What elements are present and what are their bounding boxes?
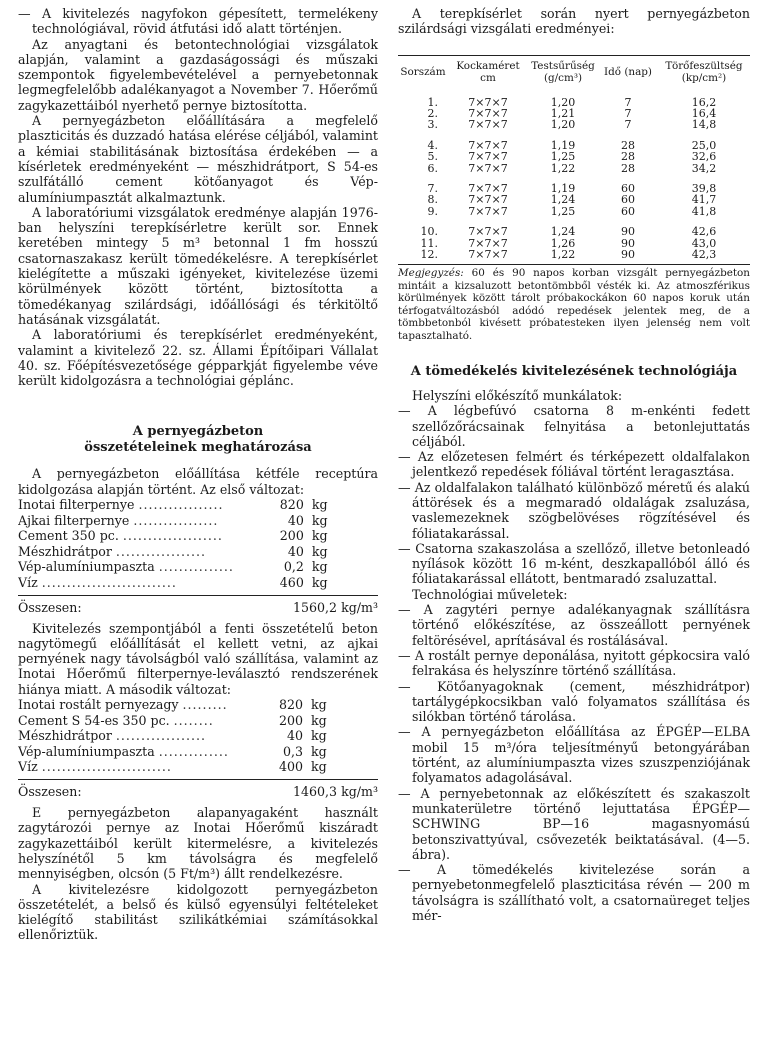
recipe-row: Mészhidrátpor .................. 40 kg [18,544,378,560]
ingredient-amount: 460 [279,574,304,590]
recipe-row: Vép-alumíniumpaszta ............... 0,2 kg [18,559,378,575]
cell-number: 10. [420,225,438,239]
ingredient-name: Inotai rostált pernyezagy [18,697,179,713]
table-row [398,119,750,130]
ingredient-name: Inotai filterpernye [18,497,135,513]
paragraph: Kivitelezés szempontjából a fenti összetételű beton nagytömegű előállítását el kellett vetni, az ajkai pernyének nagy távolságból való szállítása, valamint az Inotai Hőerőmű filterpernye-leválasztó rendszerének hiánya miatt. A második változat: [18,620,378,697]
cell-strength: 42,3 [691,248,717,262]
paragraph: Az anyagtani és betontechnológiai vizsgálatok alapján, valamint a gazdaságossági és műszaki szempontok figyelembevételével a pernyebetonnak legmegfelelőbb adalékanyagot a November 7. Hőerőmű zagykazettáiból nyerhető pernye biztosította. [18,36,378,113]
cell-density: 1,19 [550,182,576,196]
ingredient-unit: kg [311,528,328,544]
recipe-row: Cement 350 pc. .................... 200 kg [18,528,378,544]
note-label: Megjegyzés: [398,267,464,280]
total-label: Összesen: [18,784,82,800]
column-header: Testsűrűség (g/cm³) [531,59,595,84]
ingredient-name: Mészhidrátpor [18,543,112,559]
cell-size: 7×7×7 [468,118,508,132]
left-column [18,6,378,943]
recipe-row: Víz ........................... 460 kg [18,575,378,591]
total-label: Összesen: [18,599,82,615]
cell-days: 60 [621,182,635,196]
cell-strength: 41,8 [691,204,717,218]
ingredient-amount: 820 [279,497,304,513]
column-header: Sorszám [400,65,446,78]
cell-strength: 16,4 [691,107,717,120]
cell-size: 7×7×7 [468,150,508,164]
divider [18,779,378,780]
paragraph: A laboratóriumi és terepkísérlet eredményeként, valamint a kivitelező 22. sz. Állami Építőipari Vállalat 40. sz. Főépítésvezetősége gépparkját figyelembe véve került kidolgozásra a technológiai géplánc. [18,327,378,389]
results-body [398,88,750,265]
section-heading: A tömedékelés kivitelezésének technológiája [410,363,738,379]
cell-density: 1,22 [550,161,576,175]
ingredient-name: Vép-alumíniumpaszta [18,743,155,759]
subheading: Helyszíni előkészítő munkálatok: [412,387,623,403]
cell-number: 6. [427,161,438,175]
list-item: — A rostált pernye deponálása, nyitott gépkocsira való felrakása és helyszínre történő szállítása. [398,647,750,679]
cell-strength: 41,7 [691,193,717,207]
paragraph: A terepkísérlet során nyert pernyegázbeton szilárdsági vizsgálati eredményei: [398,6,750,37]
note-text: 60 és 90 napos korban vizsgált pernyegázbeton mintáit a kizsaluzott betontömbből vésték ki. Az atmoszférikus körülmények között tárolt próbakockákon 60 napos koruk után térfogatváltozásból adódó repedések jelentek meg, de a tömbbetonból kivésett próbatesteken ilyen jelenség nem volt tapasztalható. [398,267,750,342]
right-column [398,6,750,923]
cell-density: 1,19 [550,138,576,152]
cell-strength: 43,0 [691,236,717,250]
ingredient-name: Ajkai filterpernye [18,512,130,528]
cell-days: 60 [621,193,635,207]
ingredient-name: Víz [18,759,38,775]
cell-size: 7×7×7 [468,182,508,196]
ingredient-unit: kg [311,543,328,559]
cell-days: 7 [624,95,632,109]
list-item: — A zagytéri pernye adalékanyagnak szállításra történő előkészítése, az összeállott pernyének feltörésével, aprításával és rostálásával. [398,602,750,648]
cell-density: 1,24 [550,193,576,207]
ingredient-amount: 40 [287,543,304,559]
cell-density: 1,22 [550,248,576,262]
cell-number: 4. [427,138,438,152]
ingredient-unit: kg [311,497,328,513]
ingredient-name: Vép-alumíniumpaszta [18,559,155,575]
ingredient-unit: kg [311,728,327,744]
prep-list [398,403,750,587]
cell-density: 1,20 [550,118,576,132]
cell-size: 7×7×7 [468,95,508,109]
ingredient-name: Cement 350 pc. [18,528,119,544]
ingredient-unit: kg [311,712,327,728]
cell-density: 1,26 [550,236,576,250]
recipe-row: Víz .......................... 400 kg [18,759,378,775]
paragraph: E pernyegázbeton alapanyagaként használt zagytározói pernye az Inotai Hőerőmű kiszáradt zagykazettáiból került kitermelésre, a kivitelezés helyszínétől 5 km távolságra és megfelelő mennyiségben, olcsón (5 Ft/m³) állt rendelkezésre. [18,805,378,882]
ingredient-unit: kg [311,512,328,528]
cell-density: 1,21 [550,107,576,120]
cell-days: 28 [621,150,635,164]
cell-size: 7×7×7 [468,107,508,120]
operations-list [398,602,750,923]
cell-strength: 34,2 [691,161,717,175]
divider [18,595,378,596]
recipe-table-2 [18,697,378,775]
cell-density: 1,24 [550,225,576,239]
column-header: Idő (nap) [604,65,652,78]
list-item: — A pernyegázbeton előállítása az ÉPGÉP—ELBA mobil 15 m³/óra teljesítményű betongyárában történt, az alumíniumpaszta vizes szuszpenziójának folyamatos adagolásával. [398,724,750,786]
recipe-row: Mészhidrátpor .................. 40 kg [18,728,378,744]
cell-strength: 32,6 [691,150,717,164]
cell-number: 2. [427,107,438,120]
cell-number: 7. [427,182,438,196]
table-header-row [398,56,750,88]
paragraph: A pernyegázbeton előállítása kétféle receptúra kidolgozása alapján történt. Az első változat: [18,466,378,497]
cell-size: 7×7×7 [468,248,508,262]
list-item: — Az előzetesen felmért és térképezett oldalfalakon jelentkező repedések fóliával történt leragasztása. [398,449,750,480]
cell-number: 1. [427,95,438,109]
recipe-row: Inotai rostált pernyezagy ......... 820 kg [18,697,378,713]
cell-strength: 14,8 [691,118,717,132]
total-value: 1560,2 kg/m³ [293,599,378,615]
cell-strength: 25,0 [691,138,717,152]
ingredient-unit: kg [311,697,327,713]
ingredient-unit: kg [311,559,328,575]
recipe-total [18,600,378,615]
cell-size: 7×7×7 [468,161,508,175]
cell-size: 7×7×7 [468,225,508,239]
cell-number: 5. [427,150,438,164]
ingredient-amount: 0,3 [282,743,303,759]
cell-days: 28 [621,161,635,175]
ingredient-amount: 200 [279,528,304,544]
ingredient-name: Mészhidrátpor [18,728,112,744]
table-note [398,267,750,341]
ingredient-name: Víz [18,574,38,590]
cell-days: 28 [621,138,635,152]
table-row [398,206,750,217]
cell-number: 12. [420,248,438,262]
section-heading: A pernyegázbeton [132,424,264,440]
ingredient-amount: 0,2 [283,559,304,575]
cell-days: 90 [621,225,635,239]
cell-days: 60 [621,204,635,218]
cell-density: 1,20 [550,95,576,109]
recipe-total [18,784,378,799]
table-rule-bottom [398,264,750,265]
table-row [398,249,750,260]
recipe-row: Inotai filterpernye ................. 820 kg [18,497,378,513]
cell-density: 1,25 [550,150,576,164]
recipe-table-1 [18,497,378,591]
cell-number: 9. [427,204,438,218]
list-item: — A tömedékelés kivitelezése során a pernyebetonmegfelelő plaszticitása révén — 200 m távolságra is szállítható volt, a csatornaüreget teljes mér- [398,862,750,923]
list-item: — Csatorna szakaszolása a szellőző, illetve betonleadó nyílások között 16 m-ként, deszkapallóból álló és fóliatakarással ellátott, bentmaradó zsaluzattal. [398,540,750,587]
ingredient-unit: kg [311,759,327,775]
ingredient-amount: 400 [278,759,303,775]
table-row [398,163,750,174]
total-value: 1460,3 kg/m³ [293,784,378,800]
recipe-row: Ajkai filterpernye ................. 40 kg [18,513,378,529]
cell-days: 90 [621,236,635,250]
subheading: Technológiai műveletek: [412,586,568,602]
paragraph: — A kivitelezés nagyfokon gépesített, termelékeny technológiával, rövid átfutási idő alatt történjen. [18,6,378,37]
cell-size: 7×7×7 [468,193,508,207]
cell-size: 7×7×7 [468,236,508,250]
ingredient-unit: kg [311,574,328,590]
paragraph: A pernyegázbeton előállítására a megfelelő plaszticitás és duzzadó hatása elérése céljából, valamint a kémiai stabilitásának biztosítása érdekében — a kísérletek eredményeként — mészhidrátport, S 54-es szulfátálló cement kötőanyagot és Vép-alumíniumpasztát alkalmaztunk. [18,113,378,205]
list-item: — A pernyebetonnak az előkészített és szakaszolt munkaterületre történő lejuttatása ÉPGÉP—SCHWING BP—16 magasnyomású betonszivattyúval, csővezeték beiktatásával. (4—5. ábra). [398,785,750,862]
cell-size: 7×7×7 [468,204,508,218]
table-row [398,226,750,237]
cell-days: 7 [624,107,632,120]
list-item: — Kötőanyagoknak (cement, mészhidrátpor) tartálygépkocsikban való folyamatos szállítása és silókban történő tárolása. [398,678,750,725]
ingredient-unit: kg [311,743,327,759]
list-item: — Az oldalfalakon található különböző méretű és alakú áttörések és a megmaradó oldalágak zsaluzása, vaslemezeknek szögbelövéses rögzítésével és fóliatakarással. [398,479,750,541]
ingredient-name: Cement S 54-es 350 pc. [18,712,170,728]
cell-strength: 42,6 [691,225,717,239]
cell-number: 8. [427,193,438,207]
table-row [398,151,750,162]
cell-number: 11. [420,236,438,250]
paragraph: A kivitelezésre kidolgozott pernyegázbeton összetételét, a belső és külső egyensúlyi feltételeket kielégítő stabilitást szilikátkémiai számításokkal ellenőriztük. [18,881,378,943]
section-heading: összetételeinek meghatározása [84,440,312,456]
recipe-row: Cement S 54-es 350 pc. ........ 200 kg [18,713,378,729]
column-header: Kockaméret cm [456,59,520,84]
paragraph: A laboratóriumi vizsgálatok eredménye alapján 1976-ban helyszíni terepkísérletre került sor. Ennek keretében mintegy 5 m³ betonnal 1 fm hosszú csatornaszakasz került tömedékelésre. A terepkísérlet kielégítette a műszaki igényeket, kivitelezése üzemi körülmények között történt, biztosította a tömedékanyag szilárdsági, időállósági és térkitöltő hatásának vizsgálatát. [18,204,378,327]
ingredient-amount: 820 [278,697,303,713]
cell-days: 90 [621,248,635,262]
recipe-row: Vép-alumíniumpaszta .............. 0,3 kg [18,744,378,760]
cell-strength: 16,2 [691,95,717,109]
cell-days: 7 [624,118,632,132]
ingredient-amount: 200 [278,712,303,728]
results-table [398,56,750,265]
ingredient-amount: 40 [287,512,304,528]
cell-size: 7×7×7 [468,138,508,152]
cell-density: 1,25 [550,204,576,218]
cell-strength: 39,8 [691,182,717,196]
column-header: Törőfeszültség (kp/cm²) [665,59,743,84]
cell-number: 3. [427,118,438,132]
list-item: — A légbefúvó csatorna 8 m-enkénti fedett szellőzőrácsainak felnyitása a betonlejuttatás céljából. [398,403,750,449]
ingredient-amount: 40 [286,728,303,744]
